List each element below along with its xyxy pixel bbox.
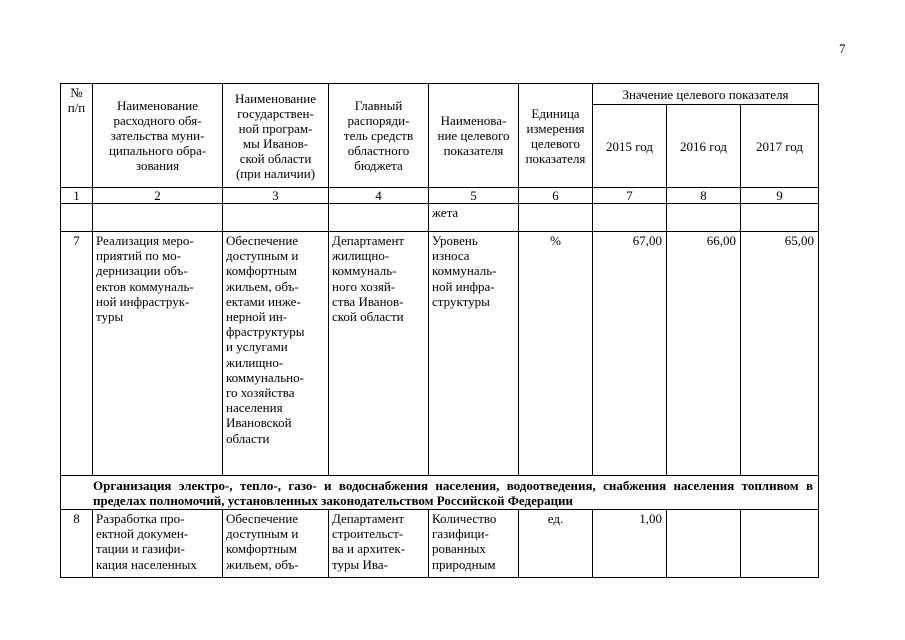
header-year-2017: 2017 год (741, 105, 819, 188)
table-cell (667, 204, 741, 232)
header-col-number: № п/п (61, 84, 93, 188)
value-2017 (741, 510, 819, 578)
indicator-name: Количество газифици- рованных природным (429, 510, 519, 578)
page-number: 7 (839, 41, 846, 56)
obligation-name: Разработка про- ектной докумен- тации и газифи- кация населенных (93, 510, 223, 578)
column-number-1: 1 (61, 188, 93, 204)
row-number: 8 (61, 510, 93, 578)
unit-value: % (519, 232, 593, 476)
table-cell (93, 204, 223, 232)
table-cell (329, 204, 429, 232)
column-number-8: 8 (667, 188, 741, 204)
header-col-administrator: Главный распоряди- тель средств областного бюджета (329, 84, 429, 188)
header-col-indicator: Наименова- ние целевого показателя (429, 84, 519, 188)
program-name: Обеспечение доступным и комфортным жильем, объ- (223, 510, 329, 578)
value-2015: 67,00 (593, 232, 667, 476)
program-name: Обеспечение доступным и комфортным жильем, объ- ектами инже- нерной ин- фраструктуры и услугами жилищно- коммунально- го хозяйства населения Ивановской области (223, 232, 329, 476)
column-number-6: 6 (519, 188, 593, 204)
unit-value: ед. (519, 510, 593, 578)
column-number-7: 7 (593, 188, 667, 204)
column-number-5: 5 (429, 188, 519, 204)
continuation-row (61, 204, 819, 232)
target-indicators-table (60, 83, 819, 578)
row-number: 7 (61, 232, 93, 476)
column-number-2: 2 (93, 188, 223, 204)
table-cell (61, 204, 93, 232)
continuation-text: жета (429, 204, 519, 232)
table-cell (593, 204, 667, 232)
obligation-name: Реализация меро- приятий по мо- дернизации объ- ектов коммуналь- ной инфраструк- туры (93, 232, 223, 476)
header-year-2016: 2016 год (667, 105, 741, 188)
table-cell (519, 204, 593, 232)
table-row (61, 510, 819, 578)
table-row (61, 232, 819, 476)
value-2016: 66,00 (667, 232, 741, 476)
header-col-unit: Единица измерения целевого показателя (519, 84, 593, 188)
table-cell (223, 204, 329, 232)
administrator-name: Департамент строительст- ва и архитек- туры Ива- (329, 510, 429, 578)
value-2015: 1,00 (593, 510, 667, 578)
header-col-obligation: Наименование расходного обя- зательства муни- ципального обра- зования (93, 84, 223, 188)
indicator-name: Уровень износа коммуналь- ной инфра- структуры (429, 232, 519, 476)
header-group-target-value: Значение целевого показателя (593, 84, 819, 105)
column-number-3: 3 (223, 188, 329, 204)
column-number-4: 4 (329, 188, 429, 204)
section-title: Организация электро-, тепло-, газо- и водоснабжения населения, водоотведения, снабжения населения топливом в пределах полномочий, установленных законодательством Российской Федерации (61, 476, 819, 510)
header-col-program: Наименование государствен- ной програм- мы Иванов- ской области (при наличии) (223, 84, 329, 188)
column-number-9: 9 (741, 188, 819, 204)
table-cell (741, 204, 819, 232)
administrator-name: Департамент жилищно- коммуналь- ного хозяй- ства Иванов- ской области (329, 232, 429, 476)
header-year-2015: 2015 год (593, 105, 667, 188)
value-2016 (667, 510, 741, 578)
value-2017: 65,00 (741, 232, 819, 476)
